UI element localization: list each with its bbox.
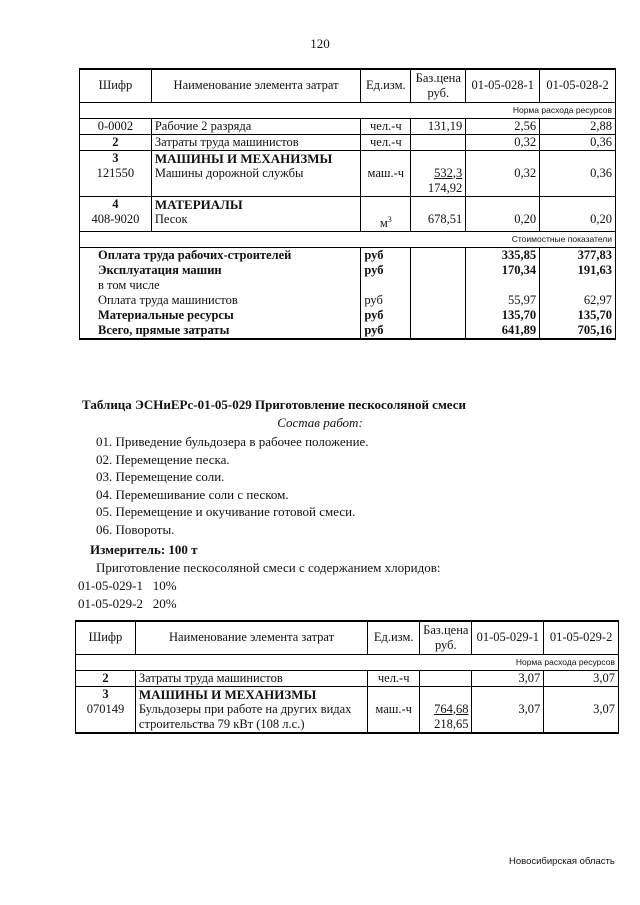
header-col2: 01-05-028-2	[540, 69, 616, 102]
row-price: 764,68 218,65	[420, 702, 472, 733]
variant-value: 20%	[152, 596, 177, 611]
row-value-1: 0,32	[466, 134, 540, 150]
row-name: Песок	[151, 212, 360, 232]
row-price: 131,19	[411, 118, 466, 134]
composition-label: Состав работ:	[277, 415, 363, 430]
row-value-1: 3,07	[472, 702, 544, 733]
list-item: 02. Перемещение песка.	[96, 451, 230, 467]
total-value-2: 135,70	[540, 308, 616, 323]
variant-code: 01-05-029-2	[78, 596, 143, 611]
section-number: 3	[80, 150, 152, 166]
resource-table-01-05-028	[79, 68, 616, 340]
section-title: МАШИНЫ И МЕХАНИЗМЫ	[135, 686, 367, 702]
norms-band: Норма расхода ресурсов	[80, 102, 616, 118]
total-value-2: 705,16	[540, 323, 616, 339]
page-number: 120	[310, 36, 330, 51]
header-col1: 01-05-028-1	[466, 69, 540, 102]
section-title: МАШИНЫ И МЕХАНИЗМЫ	[151, 150, 360, 166]
row-price: 532,3 174,92	[411, 166, 466, 197]
row-name: Бульдозеры при работе на других видах строительства 79 кВт (108 л.с.)	[135, 702, 367, 733]
row-code: 0-0002	[80, 118, 152, 134]
row-name: Рабочие 2 разряда	[151, 118, 360, 134]
table-title: Таблица ЭСНиЕРс-01-05-029 Приготовление пескосоляной смеси	[82, 397, 466, 412]
total-name: Материальные ресурсы	[80, 308, 361, 323]
works-list	[96, 433, 369, 539]
total-value-1: 641,89	[466, 323, 540, 339]
total-value-2: 191,63	[540, 263, 616, 278]
row-price: 678,51	[411, 212, 466, 232]
total-value-2: 377,83	[540, 247, 616, 263]
row-code: 121550	[80, 166, 152, 197]
total-name: Оплата труда машинистов	[80, 293, 361, 308]
row-code: 2	[76, 670, 136, 686]
total-unit: руб	[361, 308, 411, 323]
list-item: 04. Перемешивание соли с песком.	[96, 486, 289, 502]
row-unit: чел.-ч	[361, 118, 411, 134]
header-price: Баз.цена руб.	[411, 69, 466, 102]
header-unit: Ед.изм.	[368, 621, 420, 654]
list-item: 05. Перемещение и окучивание готовой смеси.	[96, 504, 356, 520]
header-code: Шифр	[80, 69, 152, 102]
row-price	[420, 670, 472, 686]
total-value-1: 135,70	[466, 308, 540, 323]
list-item: 03. Перемещение соли.	[96, 469, 225, 485]
variant-code: 01-05-029-1	[78, 578, 143, 593]
header-col2: 01-05-029-2	[544, 621, 619, 654]
total-unit: руб	[361, 247, 411, 263]
section-number: 3	[76, 686, 136, 702]
section-title: МАТЕРИАЛЫ	[151, 196, 360, 212]
preparation-text: Приготовление пескосоляной смеси с содержанием хлоридов:	[96, 560, 441, 575]
row-value-2: 2,88	[540, 118, 616, 134]
row-unit: маш.-ч	[368, 702, 420, 733]
header-name: Наименование элемента затрат	[135, 621, 367, 654]
row-value-1: 2,56	[466, 118, 540, 134]
variant-value: 10%	[152, 578, 177, 593]
row-value-1: 3,07	[472, 670, 544, 686]
header-name: Наименование элемента затрат	[151, 69, 360, 102]
header-price: Баз.цена руб.	[420, 621, 472, 654]
region-footer: Новосибирская область	[509, 856, 615, 867]
variant-row	[78, 596, 177, 612]
row-code: 2	[80, 134, 152, 150]
norms-band: Норма расхода ресурсов	[76, 654, 619, 670]
total-value-1: 55,97	[466, 293, 540, 308]
total-name: Эксплуатация машин	[80, 263, 361, 278]
row-name: Затраты труда машинистов	[151, 134, 360, 150]
row-code: 070149	[76, 702, 136, 733]
row-name: Машины дорожной службы	[151, 166, 360, 197]
row-code: 408-9020	[80, 212, 152, 232]
row-value-2: 0,36	[540, 166, 616, 197]
row-unit: маш.-ч	[361, 166, 411, 197]
total-unit: руб	[361, 293, 411, 308]
total-value-2: 62,97	[540, 293, 616, 308]
row-unit: чел.-ч	[368, 670, 420, 686]
row-unit: $м^3$	[361, 212, 411, 232]
row-value-1: 0,32	[466, 166, 540, 197]
list-item: 01. Приведение бульдозера в рабочее положение.	[96, 434, 369, 449]
total-name: в том числе	[80, 278, 361, 293]
row-value-2: 3,07	[544, 670, 619, 686]
header-code: Шифр	[76, 621, 136, 654]
total-value-1: 335,85	[466, 247, 540, 263]
meter-label: Измеритель: 100 т	[90, 542, 198, 557]
row-price	[411, 134, 466, 150]
total-unit: руб	[361, 263, 411, 278]
row-value-2: 0,36	[540, 134, 616, 150]
total-name: Оплата труда рабочих-строителей	[80, 247, 361, 263]
row-unit: чел.-ч	[361, 134, 411, 150]
cost-band: Стоимостные показатели	[80, 231, 616, 247]
resource-table-01-05-029	[75, 620, 619, 734]
total-unit: руб	[361, 323, 411, 339]
row-value-2: 0,20	[540, 212, 616, 232]
header-unit: Ед.изм.	[361, 69, 411, 102]
row-name: Затраты труда машинистов	[135, 670, 367, 686]
total-name: Всего, прямые затраты	[80, 323, 361, 339]
variant-row	[78, 578, 177, 594]
row-value-2: 3,07	[544, 702, 619, 733]
row-value-1: 0,20	[466, 212, 540, 232]
total-value-1: 170,34	[466, 263, 540, 278]
section-number: 4	[80, 196, 152, 212]
header-col1: 01-05-029-1	[472, 621, 544, 654]
list-item: 06. Повороты.	[96, 521, 175, 537]
